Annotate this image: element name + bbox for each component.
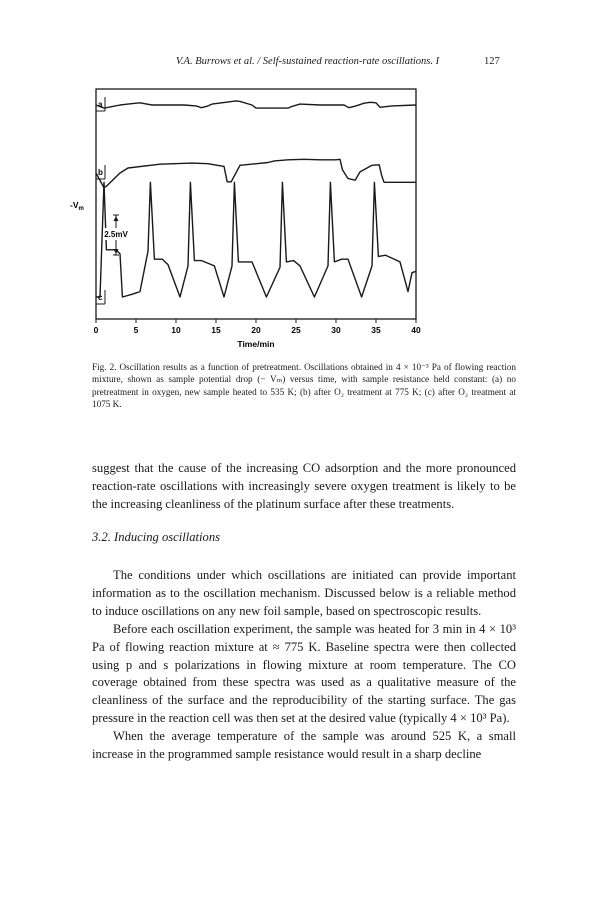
oscillation-chart: [70, 85, 430, 365]
paragraph-text: Before each oscillation experiment, the sample was heated for 3 min in 4 × 10³ Pa of flowing reaction mixture at ≈ 775 K. Baseline spectra were then collected using p and s polarizations in flowing mixture at room temperature. The CO coverage obtained from these spectra was used as a qualitative measure of the cleanliness of the surface and the reproducibility of the starting surface. The gas pressure in the reaction cell was then set at the desired value (typically 4 × 10³ Pa).: [92, 621, 516, 726]
trace-b: [96, 159, 416, 188]
scale-bar-label: 2.5mV: [104, 230, 128, 239]
figure-2: [70, 85, 430, 365]
running-header: [0, 56, 615, 72]
paragraph-continuation: [92, 460, 516, 514]
paragraph-text: The conditions under which oscillations are initiated can provide important information as to the oscillation mechanism. Discussed below is a reliable method to induce oscillations on any new foil sample, based on spectroscopic results.: [92, 568, 516, 618]
x-tick-label: 5: [133, 325, 139, 335]
x-tick-label: 0: [93, 325, 99, 335]
trace-a: [96, 101, 416, 108]
x-tick-label: 25: [291, 325, 301, 335]
trace-label-b: b: [98, 168, 103, 177]
page-number: 127: [484, 56, 500, 67]
x-tick-label: 20: [251, 325, 261, 335]
section-body: [92, 567, 516, 764]
paragraph-text: suggest that the cause of the increasing CO adsorption and the more pronounced reaction-rate oscillations with increasingly severe oxygen treatment is likely to be the increasing cleanliness of the platinum surface after these treatments.: [92, 461, 516, 511]
figure-caption: [92, 361, 516, 411]
caption-label: Fig. 2.: [92, 362, 117, 372]
x-tick-label: 30: [331, 325, 341, 335]
scale-bar-arrow-up: [114, 216, 119, 221]
x-tick-label: 15: [211, 325, 221, 335]
x-tick-label: 35: [371, 325, 381, 335]
running-head: V.A. Burrows et al. / Self-sustained reaction-rate oscillations. I: [175, 56, 440, 67]
y-axis-label: $-V_m$: [70, 200, 84, 212]
y-axis-label-subscript: m: [78, 206, 84, 212]
trace-label-a: a: [98, 100, 103, 109]
plot-frame: [96, 89, 416, 319]
section-heading: 3.2. Inducing oscillations: [92, 530, 221, 544]
caption-text: Oscillation results as a function of pretreatment. Oscillations obtained in 4 × 10⁻³ Pa of flowing reaction mixture, shown as sample potential drop (− Vₘ) versus time, with sample resistance held constant: (a) no pretreatment in oxygen, new sample heated to 535 K; (b) after O₂ treatment at 775 K; (c) after O₂ treatment at 1075 K.: [92, 362, 516, 410]
trace-label-c: c: [98, 293, 103, 302]
scale-bar: [104, 215, 128, 255]
x-tick-label: 40: [411, 325, 421, 335]
paragraph-text: When the average temperature of the sample was around 525 K, a small increase in the programmed sample resistance would result in a sharp decline: [92, 729, 516, 762]
x-axis-label: Time/min: [237, 339, 275, 349]
x-tick-label: 10: [171, 325, 181, 335]
trace-c: [96, 182, 416, 297]
